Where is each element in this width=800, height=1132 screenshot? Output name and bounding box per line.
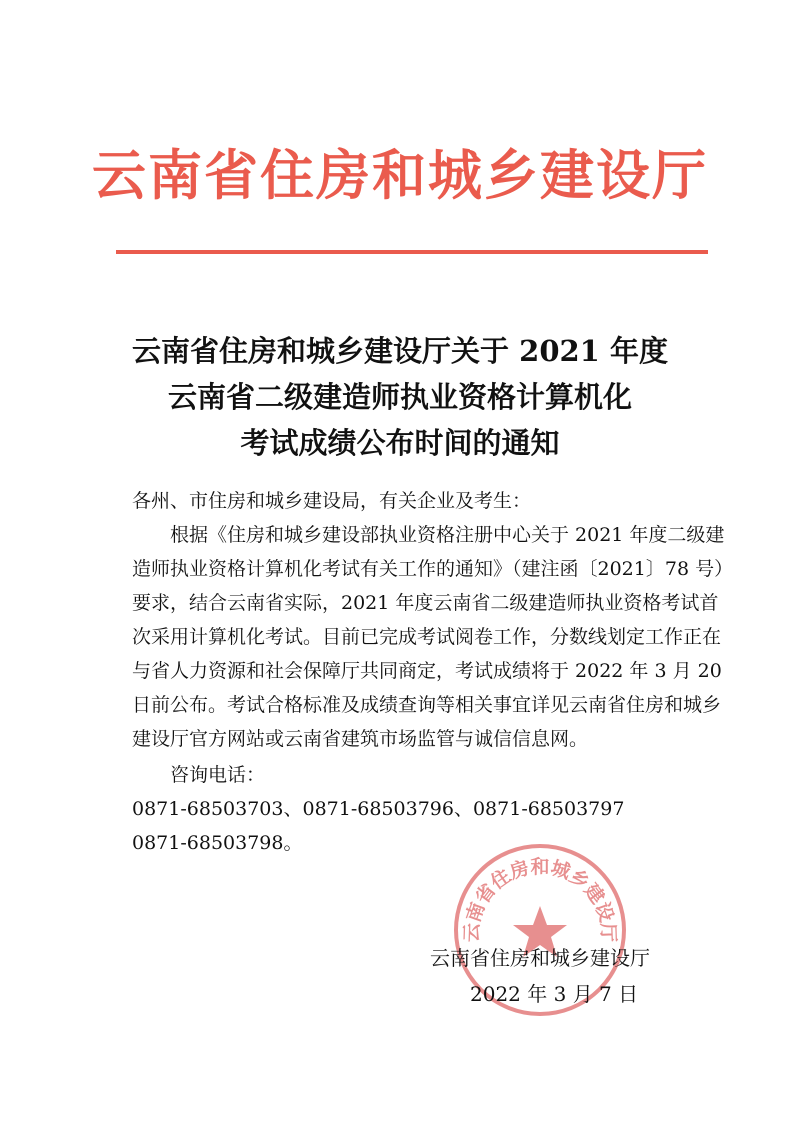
- notice-title-line-2: 云南省二级建造师执业资格计算机化: [167, 380, 632, 414]
- signature-date: 2022 年 3 月 7 日: [470, 982, 639, 1006]
- letterhead-red-rule: [116, 250, 708, 254]
- notice-title: [0, 328, 800, 466]
- seal-text: 云南省住房和城乡建设厅: [460, 856, 620, 943]
- salutation: 各州、市住房和城乡建设局，有关企业及考生：: [132, 490, 532, 512]
- notice-title-line-3: 考试成绩公布时间的通知: [240, 426, 560, 460]
- signature-org: 云南省住房和城乡建设厅: [430, 946, 650, 970]
- contact-numbers-line-2: 0871-68503798。: [132, 832, 303, 854]
- main-paragraph: 根据《住房和城乡建设部执业资格注册中心关于 2021 年度二级建造师执业资格计算机化考试有关工作的通知》（建注函〔2021〕78 号）要求，结合云南省实际，2021 年度云南省二级建造师执业资格考试首次采用计算机化考试。目前已完成考试阅卷工作，分数线划定工作正在与省人力资源和社会保障厅共同商定，考试成绩将于 2022 年 3 月 20 日前公布。考试合格标准及成绩查询等相关事宜详见云南省住房和城乡建设厅官方网站或云南省建筑市场监管与诚信信息网。: [132, 524, 725, 750]
- contact-phones: [132, 758, 732, 826]
- contact-label: 咨询电话：: [170, 764, 266, 786]
- contact-numbers-line-1: 0871-68503703、0871-68503796、0871-68503797: [132, 798, 625, 820]
- notice-body: [132, 484, 732, 860]
- notice-title-line-1: 云南省住房和城乡建设厅关于 2021 年度: [132, 334, 668, 368]
- letterhead-org-name: 云南省住房和城乡建设厅: [92, 144, 708, 207]
